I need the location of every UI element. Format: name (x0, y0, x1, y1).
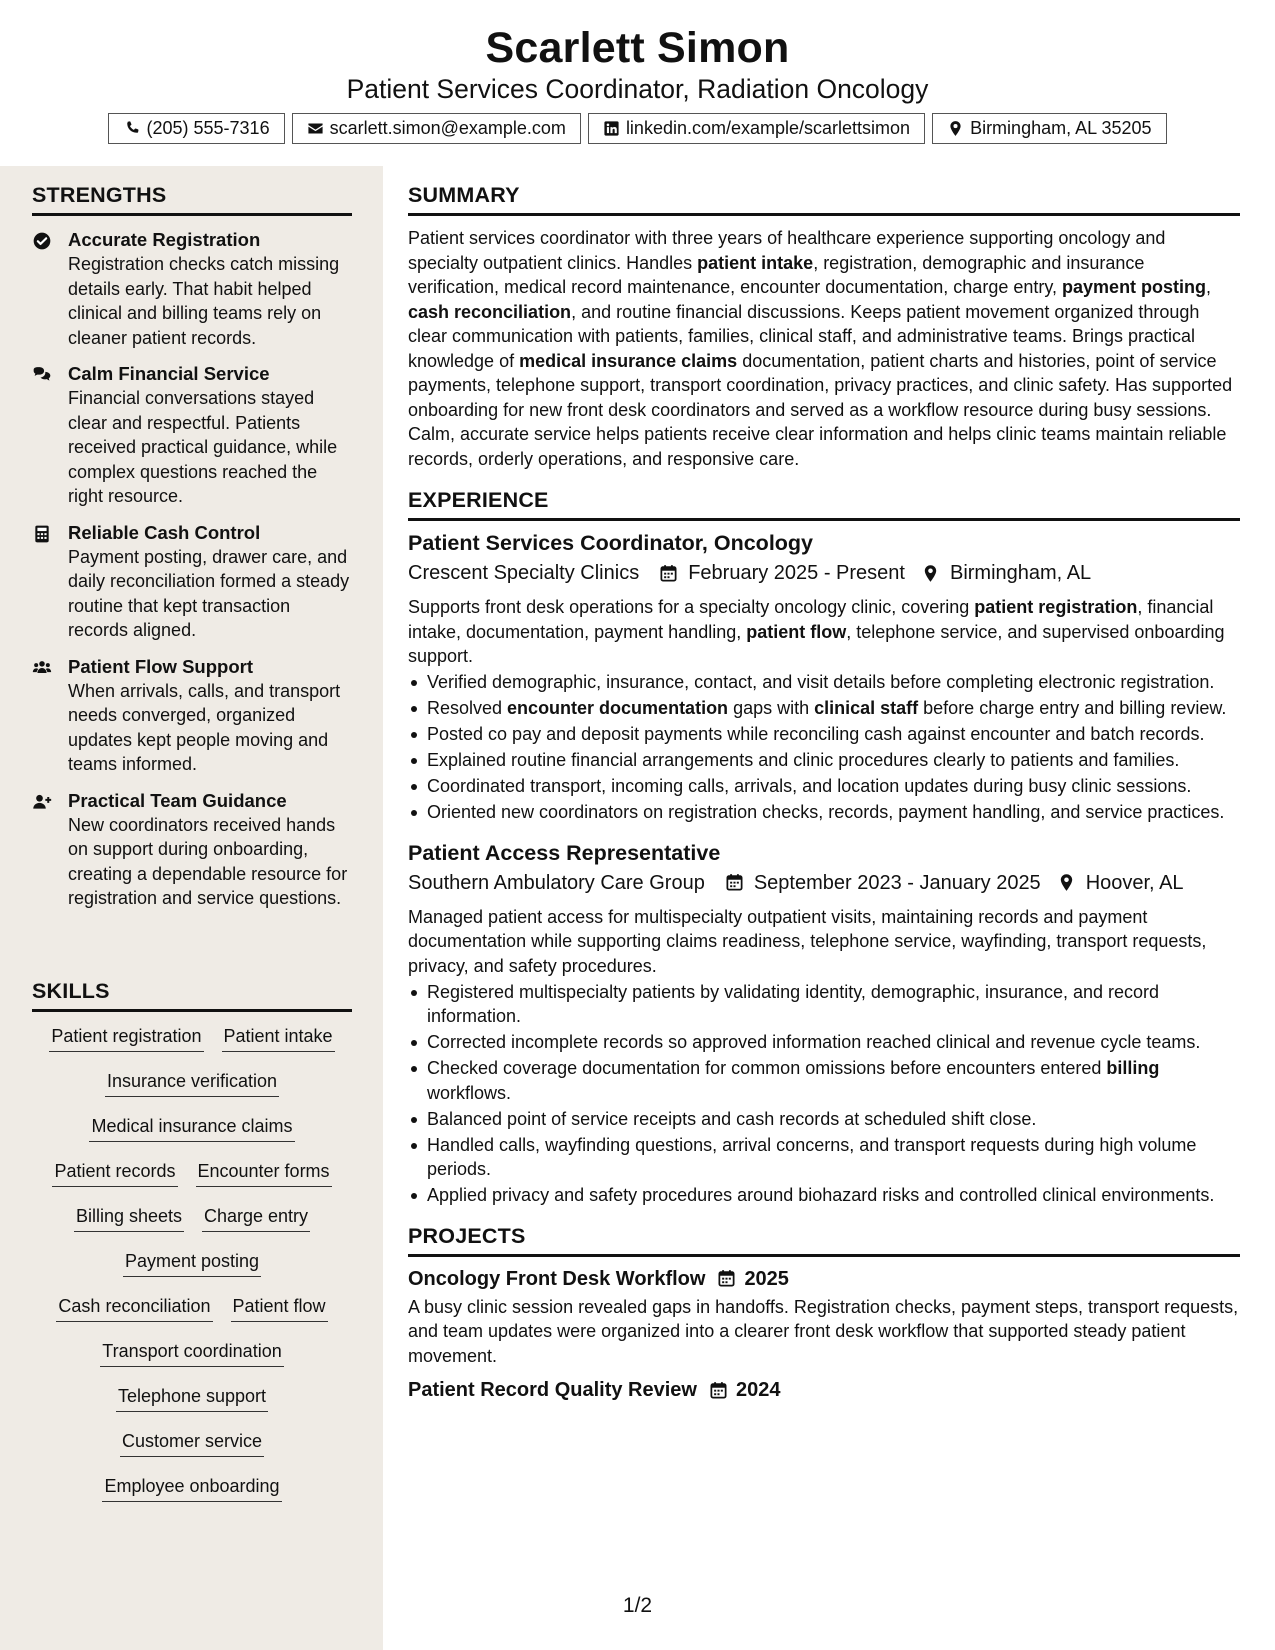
strength-text: Financial conversations stayed clear and respectful. Patients received practical guidance, while complex questions reached the right resource. (68, 388, 338, 506)
linkedin-text: linkedin.com/example/scarlettsimon (625, 118, 911, 138)
calendar-icon (717, 1269, 736, 1288)
skill-row (32, 1204, 352, 1249)
strength-text: When arrivals, calls, and transport needs converged, organized updates kept people moving and teams informed. (68, 680, 341, 774)
bold-text: payment posting (1062, 277, 1207, 297)
comments-icon (32, 365, 52, 385)
skill-tag: Patient intake (222, 1024, 335, 1052)
projects-list (408, 1265, 1240, 1405)
strength-text: New coordinators received hands on support during onboarding, creating a dependable resource for registration and service questions. (68, 814, 348, 908)
text-run: Registered multispecialty patients by validating identity, demographic, insurance, and record information. (427, 981, 1160, 1026)
text-run: Balanced point of service receipts and cash records at scheduled shift close. (427, 1108, 1037, 1129)
job-bullets (408, 980, 1240, 1208)
strength-title: Patient Flow Support (68, 655, 253, 677)
contact-email[interactable] (292, 113, 581, 144)
strength-title: Accurate Registration (68, 229, 261, 250)
bold-text: patient flow (746, 621, 847, 642)
resume-header (0, 0, 1275, 166)
bold-text: patient registration (974, 597, 1138, 617)
strengths-title: STRENGTHS (32, 181, 352, 216)
bullet-item (408, 670, 1240, 695)
experience-section (408, 486, 1240, 1208)
project-title (408, 1376, 1240, 1404)
text-run: documentation, patient charts and histories, point of service payments, telephone support, transport coordination, privacy practices, and clinic safety. Has supported onboarding for new front desk coordinators and served as a workflow resource during busy sessions. Calm, accurate service helps patients receive clear information and helps clinic teams maintain reliable records, orderly operations, and responsive care. (408, 350, 1233, 469)
summary-text (408, 226, 1240, 471)
skill-tag: Charge entry (202, 1204, 310, 1232)
skill-tag: Encounter forms (196, 1159, 332, 1187)
strength-title: Calm Financial Service (68, 363, 270, 384)
job-company: Southern Ambulatory Care Group (408, 871, 705, 894)
bullet-item (408, 722, 1240, 747)
skill-row (32, 1114, 352, 1159)
bullet-item (408, 1030, 1240, 1055)
text-run: Resolved (427, 698, 508, 718)
candidate-name: Scarlett Simon (485, 24, 790, 72)
bullet-item (408, 774, 1240, 799)
skill-tag: Patient registration (49, 1024, 203, 1052)
skill-tag: Payment posting (123, 1249, 261, 1277)
job-entry (408, 839, 1240, 1208)
text-run: gaps with (728, 698, 815, 718)
jobs-list (408, 529, 1240, 1208)
phone-icon (123, 120, 140, 137)
bullet-item (408, 1107, 1240, 1132)
job-description (408, 595, 1240, 669)
candidate-title: Patient Services Coordinator, Radiation Oncology (346, 74, 929, 104)
users-icon (32, 658, 52, 678)
text-run: Supports front desk operations for a specialty oncology clinic, covering (408, 597, 975, 617)
contact-phone[interactable] (108, 113, 284, 144)
strength-item (32, 362, 352, 509)
page-number-text: 1/2 (622, 1594, 653, 1617)
strength-title: Reliable Cash Control (68, 521, 261, 543)
skill-row (32, 1384, 352, 1429)
job-title: Patient Services Coordinator, Oncology (408, 531, 814, 555)
contact-linkedin[interactable] (588, 113, 925, 144)
bullet-item (408, 800, 1240, 825)
project-description: A busy clinic session revealed gaps in handoffs. Registration checks, payment steps, transport requests, and team updates were organized into a clearer front desk workflow that supported steady patient movement. (408, 1296, 1239, 1366)
project-year: 2025 (744, 1267, 789, 1290)
skill-tag: Patient flow (231, 1294, 328, 1322)
bold-text: billing (1106, 1058, 1160, 1078)
map-pin-icon (1057, 873, 1076, 892)
job-bullets (408, 670, 1240, 825)
bold-text: clinical staff (814, 698, 919, 718)
bold-text: encounter documentation (507, 698, 729, 718)
page-number (0, 1594, 1275, 1618)
project-year: 2024 (735, 1379, 781, 1401)
map-pin-icon (947, 120, 964, 137)
project-entry (408, 1265, 1240, 1369)
calendar-icon (725, 873, 744, 892)
skill-tag: Employee onboarding (102, 1474, 281, 1502)
text-run: Managed patient access for multispecialty outpatient visits, maintaining records and payment documentation while supporting claims readiness, telephone service, wayfinding, transport requests, privacy, and safety procedures. (408, 906, 1207, 976)
skill-row (32, 1249, 352, 1294)
job-location: Birmingham, AL (949, 562, 1092, 584)
text-run: workflows. (427, 1082, 512, 1103)
main-content (408, 166, 1240, 1404)
job-entry (408, 529, 1240, 825)
text-run: Handled calls, wayfinding questions, arrival concerns, and transport requests during high volume periods. (427, 1134, 1197, 1179)
strengths-section (32, 181, 352, 911)
skill-row (32, 1159, 352, 1204)
skill-tag: Medical insurance claims (89, 1114, 294, 1142)
text-run: , telephone service, and supervised onboarding support. (408, 621, 1225, 666)
project-name: Oncology Front Desk Workflow (408, 1267, 706, 1290)
strength-text: Payment posting, drawer care, and daily reconciliation formed a steady routine that kept transaction records aligned. (68, 546, 350, 640)
map-pin-icon (921, 564, 940, 583)
text-run: Oriented new coordinators on registration checks, records, payment handling, and service practices. (427, 802, 1225, 822)
text-run: before charge entry and billing review. (918, 698, 1227, 718)
text-run: Verified demographic, insurance, contact, and visit details before completing electronic registration. (427, 672, 1215, 692)
location-text: Birmingham, AL 35205 (970, 118, 1152, 138)
job-dates: February 2025 - Present (688, 562, 905, 584)
projects-section (408, 1222, 1240, 1405)
skill-row (32, 1069, 352, 1114)
contact-location[interactable] (932, 113, 1166, 144)
bullet-item (408, 748, 1240, 773)
text-run: , registration, demographic and insurance verification, medical record maintenance, encounter documentation, charge entry, (408, 252, 1145, 297)
skills-title: SKILLS (32, 977, 352, 1012)
job-dates: September 2023 - January 2025 (753, 871, 1041, 894)
skill-row (32, 1294, 352, 1339)
text-run: , (1206, 277, 1212, 297)
skill-tag: Billing sheets (74, 1204, 184, 1232)
bullet-item (408, 1183, 1240, 1208)
job-company: Crescent Specialty Clinics (408, 562, 640, 584)
calculator-icon (32, 524, 52, 544)
text-run: , and routine financial discussions. Keeps patient movement organized through clear communication with patients, families, clinical staff, and administrative teams. Brings practical knowledge of (408, 301, 1200, 371)
bullet-item (408, 696, 1240, 721)
experience-title: EXPERIENCE (408, 486, 1240, 521)
skill-row (32, 1474, 352, 1519)
bullet-item (408, 980, 1240, 1029)
skill-row (32, 1339, 352, 1384)
job-meta (408, 869, 1240, 897)
skills-section (32, 977, 352, 1519)
strength-item (32, 228, 352, 350)
text-run: Coordinated transport, incoming calls, arrivals, and location updates during busy clinic sessions. (427, 776, 1192, 796)
text-run: Applied privacy and safety procedures around biohazard risks and controlled clinical environments. (427, 1185, 1215, 1205)
text-run: Posted co pay and deposit payments while reconciling cash against encounter and batch records. (427, 724, 1205, 744)
job-description (408, 905, 1240, 979)
envelope-icon (307, 120, 324, 137)
calendar-icon (659, 564, 678, 583)
strength-title: Practical Team Guidance (68, 789, 287, 811)
bold-text: medical insurance claims (519, 350, 738, 371)
bullet-item (408, 1133, 1240, 1182)
strength-item (32, 655, 352, 777)
strength-text: Registration checks catch missing details early. That habit helped clinical and billing teams rely on cleaner patient records. (68, 254, 340, 348)
check-circle-icon (32, 231, 52, 251)
skill-row (32, 1429, 352, 1474)
text-run: Corrected incomplete records so approved information reached clinical and revenue cycle teams. (427, 1032, 1201, 1052)
job-title: Patient Access Representative (408, 840, 721, 865)
skill-row (32, 1024, 352, 1069)
skill-tag: Transport coordination (100, 1339, 283, 1367)
text-run: Patient services coordinator with three years of healthcare experience supporting oncology and specialty outpatient clinics. Handles (408, 228, 1166, 273)
sidebar (0, 166, 383, 1650)
summary-section (408, 181, 1240, 471)
job-meta (408, 559, 1240, 587)
calendar-icon (709, 1381, 728, 1400)
skill-tag: Cash reconciliation (56, 1294, 212, 1322)
phone-text: (205) 555-7316 (146, 118, 270, 138)
skill-tag: Telephone support (116, 1384, 268, 1412)
job-location: Hoover, AL (1085, 871, 1184, 894)
linkedin-icon (603, 120, 620, 137)
project-entry (408, 1376, 1240, 1404)
skill-tag: Patient records (52, 1159, 177, 1187)
skill-tag: Customer service (120, 1429, 264, 1457)
skills-list (32, 1024, 352, 1519)
contact-bar (0, 113, 1275, 144)
bullet-item (408, 1056, 1240, 1105)
text-run: Explained routine financial arrangements and clinic procedures clearly to patients and families. (427, 750, 1180, 770)
bold-text: patient intake (697, 252, 814, 273)
project-title (408, 1265, 1240, 1293)
text-run: Checked coverage documentation for common omissions before encounters entered (427, 1058, 1107, 1078)
email-text: scarlett.simon@example.com (329, 118, 566, 138)
projects-title: PROJECTS (408, 1222, 1240, 1257)
strength-item (32, 521, 352, 643)
bold-text: cash reconciliation (408, 301, 572, 322)
text-run: , financial intake, documentation, payment handling, (408, 597, 1214, 642)
project-name: Patient Record Quality Review (408, 1379, 697, 1401)
strength-item (32, 789, 352, 911)
summary-title: SUMMARY (408, 181, 1240, 216)
user-plus-icon (32, 792, 52, 812)
skill-tag: Insurance verification (105, 1069, 279, 1097)
